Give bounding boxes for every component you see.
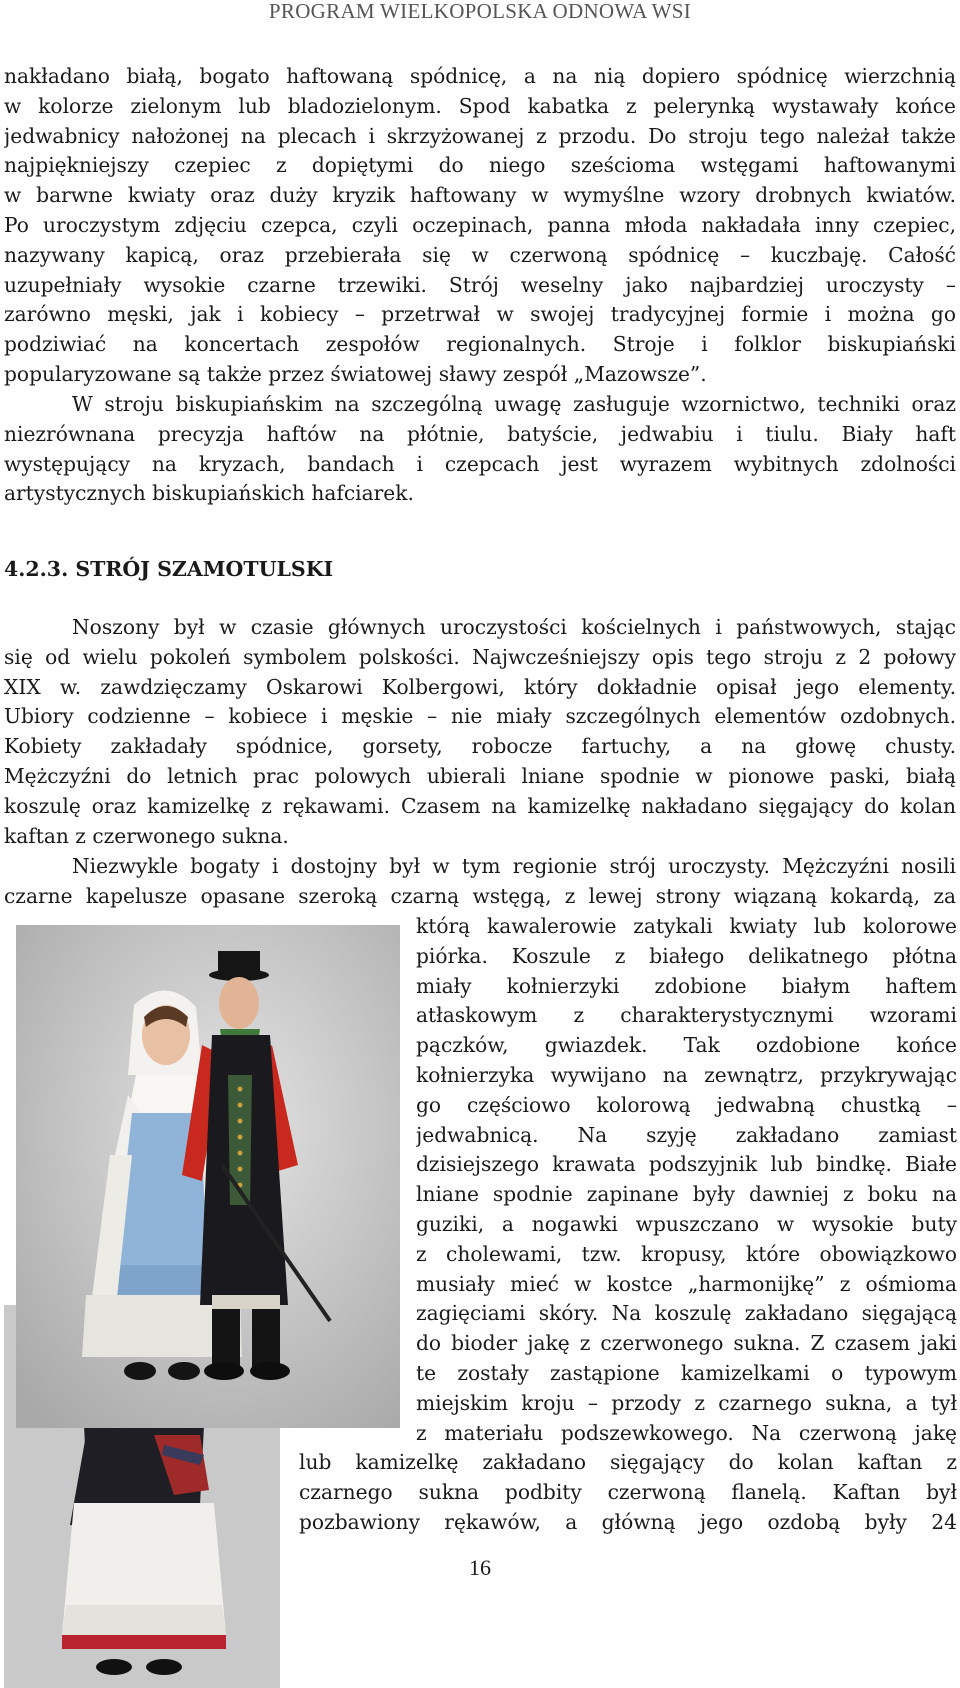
text-line: miejskim kroju – przody z czarnego sukna, a tył xyxy=(416,1390,957,1415)
text-line: czarne kapelusze opasane szeroką czarną wstęgą, z lewej strony wiązaną kokardą, za xyxy=(4,883,956,908)
text-line: niezrównana precyzja haftów na płótnie, batyście, jedwabiu i tiulu. Biały haft xyxy=(4,421,956,446)
text-line: w kolorze zielonym lub bladozielonym. Spod kabatka z pelerynką wystawały końce xyxy=(4,93,956,118)
text-line: pozbawiony rękawów, a główną jego ozdobą były 24 xyxy=(299,1509,957,1534)
text-line: Niezwykle bogaty i dostojny był w tym regionie strój uroczysty. Mężczyźni nosili xyxy=(72,854,956,878)
paragraph-szamotulski-intro xyxy=(4,613,956,851)
running-header: PROGRAM WIELKOPOLSKA ODNOWA WSI xyxy=(268,0,692,23)
text-line: lniane spodnie zapinane były dawniej z boku na xyxy=(416,1182,957,1207)
text-line: nakładano białą, bogato haftowaną spódnicę, a na nią dopiero spódnicę wierzchnią xyxy=(4,64,956,88)
text-line: XIX w. zawdzięczamy Oskarowi Kolbergowi, który dokładnie opisał jego elementy. xyxy=(4,674,956,699)
text-line: Mężczyźni do letnich prac polowych ubierali lniane spodnie w pionowe paski, białą xyxy=(4,763,956,788)
text-line: kaftan z czerwonego sukna. xyxy=(4,823,289,848)
text-line: występujący na kryzach, bandach i czepcach jest wyrazem wybitnych zdolności xyxy=(4,451,956,476)
text-line: jedwabnicy nałożonej na plecach i skrzyżowanej z przodu. Do stroju tego należał także xyxy=(4,123,956,148)
text-line: w barwne kwiaty oraz duży kryzik haftowany w wymyślne wzory drobnych kwiatów. xyxy=(4,183,956,208)
text-line: guziki, a nogawki wpuszczano w wysokie buty xyxy=(416,1211,957,1236)
text-line: do bioder jakę z czerwonego sukna. Z czasem jaki xyxy=(416,1331,957,1356)
text-line: W stroju biskupiańskim na szczególną uwagę zasługuje wzornictwo, techniki oraz xyxy=(72,392,956,416)
text-line: z materiału podszewkowego. Na czerwoną jakę xyxy=(416,1420,957,1445)
page-number: 16 xyxy=(469,1555,491,1580)
text-line: nazywany kapicą, oraz przebierała się w czerwoną spódnicę – kuczbaję. Całość xyxy=(4,242,956,267)
text-line: te zostały zastąpione kamizelkami o typowym xyxy=(416,1360,957,1385)
text-line: podziwiać na koncertach zespołów regionalnych. Stroje i folklor biskupiański xyxy=(4,332,956,357)
text-line: pączków, gwiazdek. Tak ozdobione końce xyxy=(416,1033,957,1058)
costume-photo-couple xyxy=(16,925,400,1428)
paragraph-wedding-dress xyxy=(4,62,956,390)
text-line: kołnierzyka wywijano na zewnątrz, przykrywając xyxy=(416,1062,957,1087)
text-line: najpiękniejszy czepiec z dopiętymi do niego sześcioma wstęgami haftowanymi xyxy=(4,153,956,178)
text-line: Ubiory codzienne – kobiece i męskie – nie miały szczególnych elementów ozdobnych. xyxy=(4,704,956,729)
text-line: popularyzowane są także przez światowej sławy zespół „Mazowsze”. xyxy=(4,361,707,386)
wrapped-text-narrow xyxy=(416,912,957,1448)
text-line: musiały mieć w kostce „harmonijkę” z ośmioma xyxy=(416,1271,957,1296)
text-line: czarnego sukna podbity czerwoną flanelą. Kaftan był xyxy=(299,1479,957,1504)
text-line: którą kawalerowie zatykali kwiaty lub kolorowe xyxy=(416,914,957,938)
text-line: dzisiejszego krawata podszyjnik lub bindkę. Białe xyxy=(416,1152,957,1177)
text-line: Po uroczystym zdjęciu czepca, czyli oczepinach, panna młoda nakładała inny czepiec, xyxy=(4,212,956,237)
text-line: koszulę oraz kamizelkę z rękawami. Czasem na kamizelkę nakładano sięgający do kolan xyxy=(4,793,956,818)
text-line: atłaskowym z charakterystycznymi wzorami xyxy=(416,1003,957,1028)
paragraph-festive-dress xyxy=(4,852,956,912)
wrapped-text-wide xyxy=(299,1448,957,1537)
text-line: zagięciami skóry. Na koszulę zakładano sięgającą xyxy=(416,1301,957,1326)
section-heading: 4.2.3. STRÓJ SZAMOTULSKI xyxy=(4,557,334,581)
text-line: go częściowo kolorową jedwabną chustką – xyxy=(416,1092,957,1117)
text-line: lub kamizelkę zakładano sięgający do kolan kaftan z xyxy=(299,1450,957,1474)
couple-figures xyxy=(16,925,400,1428)
text-line: Noszony był w czasie głównych uroczystości kościelnych i państwowych, stając xyxy=(72,615,956,639)
paragraph-embroidery xyxy=(4,390,956,509)
text-line: piórka. Koszule z białego delikatnego płótna xyxy=(416,943,957,968)
text-line: się od wielu pokoleń symbolem polskości. Najwcześniejszy opis tego stroju z 2 połowy xyxy=(4,644,956,669)
text-line: Kobiety zakładały spódnice, gorsety, robocze fartuchy, a na głowę chusty. xyxy=(4,734,956,759)
text-line: miały kołnierzyki zdobione białym haftem xyxy=(416,973,957,998)
text-line: artystycznych biskupiańskich hafciarek. xyxy=(4,481,414,506)
text-line: z cholewami, tzw. kropusy, które obowiązkowo xyxy=(416,1241,957,1266)
text-line: jedwabnicą. Na szyję zakładano zamiast xyxy=(416,1122,957,1147)
text-line: zarówno męski, jak i kobiecy – przetrwał w swojej tradycyjnej formie i można go xyxy=(4,302,956,327)
text-line: uzupełniały wysokie czarne trzewiki. Strój weselny jako najbardziej uroczysty – xyxy=(4,272,956,297)
